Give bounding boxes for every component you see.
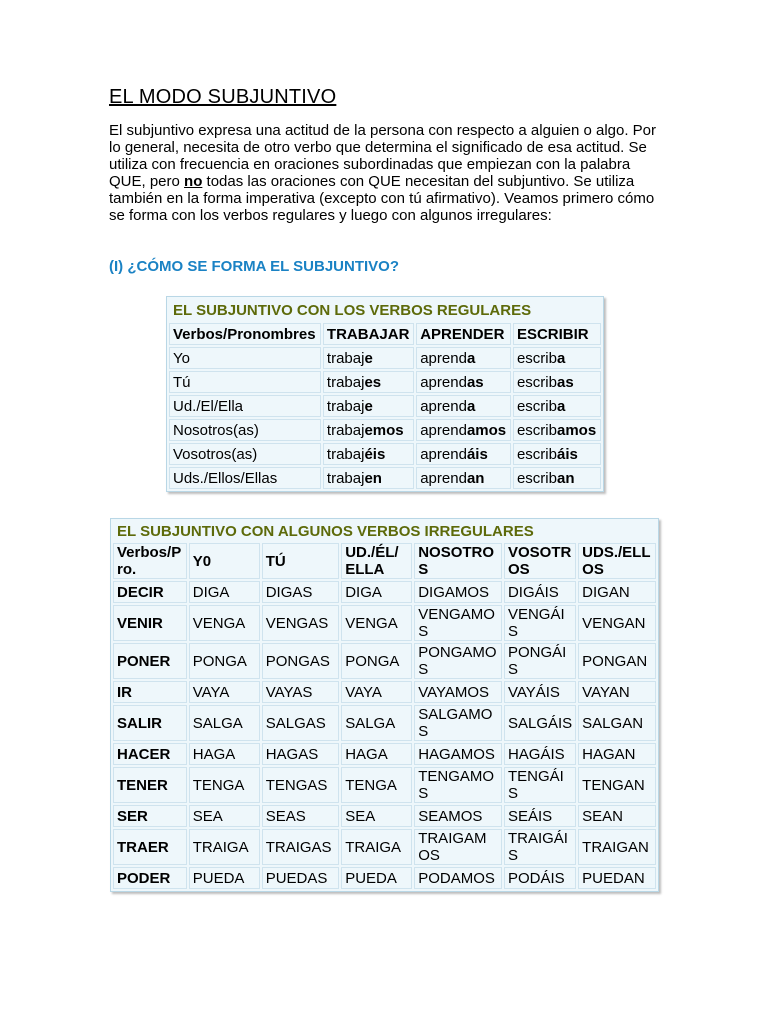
conjugation-cell: HAGA — [189, 743, 260, 765]
conjugation-cell: DIGÁIS — [504, 581, 576, 603]
conjugation-cell: TRAIGAM OS — [414, 829, 502, 865]
verb-cell: SER — [113, 805, 187, 827]
verb-ending: a — [466, 397, 476, 415]
conjugation-cell — [513, 347, 601, 369]
conjugation-cell: VAYÁIS — [504, 681, 576, 703]
pronoun-cell: Uds./Ellos/Ellas — [169, 467, 321, 489]
conjugation-cell: VENGA — [341, 605, 412, 641]
conjugation-cell — [323, 419, 414, 441]
verb-cell: DECIR — [113, 581, 187, 603]
conjugation-cell: SEA — [341, 805, 412, 827]
verb-stem: escrib — [516, 445, 557, 463]
pronoun-cell: Yo — [169, 347, 321, 369]
conjugation-cell: PUEDA — [189, 867, 260, 889]
verb-stem: aprend — [420, 349, 467, 367]
conjugation-cell: VAYAMOS — [414, 681, 502, 703]
conjugation-cell: TRAIGA — [189, 829, 260, 865]
table-row — [169, 347, 601, 369]
conjugation-cell: SEAMOS — [414, 805, 502, 827]
intro-emphasis: no — [184, 173, 203, 191]
conjugation-cell: PODAMOS — [414, 867, 502, 889]
column-header: APRENDER — [416, 323, 511, 345]
table-row — [169, 371, 601, 393]
pronoun-cell: Tú — [169, 371, 321, 393]
intro-paragraph — [109, 122, 669, 225]
verb-stem: escrib — [516, 469, 557, 487]
table-row — [113, 643, 656, 679]
table-row — [113, 867, 656, 889]
conjugation-cell: SEÁIS — [504, 805, 576, 827]
conjugation-cell — [416, 395, 511, 417]
verb-ending: as — [556, 373, 574, 391]
conjugation-cell: PONGÁI S — [504, 643, 576, 679]
table-row — [113, 743, 656, 765]
verb-ending: an — [466, 469, 485, 487]
verb-ending: en — [364, 469, 382, 487]
conjugation-cell: TENGÁI S — [504, 767, 576, 803]
verb-ending: as — [466, 373, 484, 391]
table-row — [169, 419, 601, 441]
conjugation-cell: TRAIGAN — [578, 829, 656, 865]
conjugation-cell — [513, 419, 601, 441]
conjugation-cell: HAGAS — [262, 743, 339, 765]
irregular-table-body — [113, 581, 656, 889]
table-row — [113, 581, 656, 603]
regular-table-body — [169, 347, 601, 489]
conjugation-cell: PONGA — [341, 643, 412, 679]
regular-verbs-table — [166, 296, 604, 492]
verb-stem: escrib — [516, 349, 557, 367]
conjugation-cell — [513, 395, 601, 417]
pronoun-cell: Nosotros(as) — [169, 419, 321, 441]
conjugation-cell — [513, 371, 601, 393]
conjugation-cell: SEAS — [262, 805, 339, 827]
verb-cell: SALIR — [113, 705, 187, 741]
column-header: Y0 — [189, 543, 260, 579]
verb-cell: VENIR — [113, 605, 187, 641]
table-row — [113, 829, 656, 865]
conjugation-cell: HAGAN — [578, 743, 656, 765]
conjugation-cell: VAYA — [341, 681, 412, 703]
verb-stem: trabaj — [326, 373, 365, 391]
conjugation-cell: SALGAMO S — [414, 705, 502, 741]
verb-ending: an — [556, 469, 575, 487]
pronoun-cell: Ud./El/Ella — [169, 395, 321, 417]
conjugation-cell: DIGA — [341, 581, 412, 603]
table-caption-row — [113, 521, 656, 541]
table-row — [113, 681, 656, 703]
conjugation-cell: DIGAS — [262, 581, 339, 603]
conjugation-cell: VENGAMO S — [414, 605, 502, 641]
verb-ending: éis — [364, 445, 386, 463]
conjugation-cell: TENGAN — [578, 767, 656, 803]
conjugation-cell: PONGA — [189, 643, 260, 679]
table-row — [113, 605, 656, 641]
conjugation-cell — [323, 371, 414, 393]
conjugation-cell — [323, 443, 414, 465]
conjugation-cell — [513, 467, 601, 489]
conjugation-cell: VENGAN — [578, 605, 656, 641]
conjugation-cell: DIGAMOS — [414, 581, 502, 603]
verb-ending: e — [364, 397, 373, 415]
conjugation-cell: PUEDAS — [262, 867, 339, 889]
column-header: UDS./ELL OS — [578, 543, 656, 579]
conjugation-cell — [513, 443, 601, 465]
conjugation-cell: VENGÁI S — [504, 605, 576, 641]
conjugation-cell: SALGÁIS — [504, 705, 576, 741]
verb-ending: áis — [466, 445, 488, 463]
table-row — [169, 467, 601, 489]
conjugation-cell — [416, 347, 511, 369]
column-header: Verbos/P ro. — [113, 543, 187, 579]
verb-stem: trabaj — [326, 421, 365, 439]
table-caption: EL SUBJUNTIVO CON ALGUNOS VERBOS IRREGULARES — [113, 521, 656, 541]
conjugation-cell: VAYAN — [578, 681, 656, 703]
verb-stem: escrib — [516, 397, 557, 415]
column-header: Verbos/Pronombres — [169, 323, 321, 345]
conjugation-cell: PUEDA — [341, 867, 412, 889]
column-header: ESCRIBIR — [513, 323, 601, 345]
verb-stem: escrib — [516, 373, 557, 391]
verb-cell: TRAER — [113, 829, 187, 865]
table-caption: EL SUBJUNTIVO CON LOS VERBOS REGULARES — [169, 299, 601, 321]
table-caption-row — [169, 299, 601, 321]
conjugation-cell — [323, 467, 414, 489]
column-header: UD./ÉL/ ELLA — [341, 543, 412, 579]
column-header: NOSOTRO S — [414, 543, 502, 579]
conjugation-cell: VAYA — [189, 681, 260, 703]
conjugation-cell: PONGAMO S — [414, 643, 502, 679]
verb-stem: escrib — [516, 421, 557, 439]
column-header: TÚ — [262, 543, 339, 579]
verb-cell: IR — [113, 681, 187, 703]
verb-cell: PONER — [113, 643, 187, 679]
conjugation-cell — [323, 347, 414, 369]
intro-text-before: El subjuntivo expresa una actitud de la persona con respecto a alguien o algo. Por lo general, necesita de otro verbo que determina el significado de esa actitud. Se utiliza con frecuencia en oraciones subordinadas que empiezan con la palabra QUE, pero — [109, 122, 657, 191]
verb-stem: aprend — [420, 469, 467, 487]
verb-stem: aprend — [420, 373, 467, 391]
conjugation-cell: HAGA — [341, 743, 412, 765]
conjugation-cell: SALGAS — [262, 705, 339, 741]
table-row — [169, 395, 601, 417]
verb-ending: a — [556, 349, 566, 367]
table-row — [113, 767, 656, 803]
conjugation-cell — [416, 443, 511, 465]
verb-stem: trabaj — [326, 397, 365, 415]
conjugation-cell: PUEDAN — [578, 867, 656, 889]
irregular-verbs-table — [110, 518, 659, 892]
page-title: EL MODO SUBJUNTIVO — [109, 86, 337, 108]
verb-cell: TENER — [113, 767, 187, 803]
verb-ending: amos — [556, 421, 597, 439]
pronoun-cell: Vosotros(as) — [169, 443, 321, 465]
verb-cell: HACER — [113, 743, 187, 765]
verb-ending: a — [466, 349, 476, 367]
conjugation-cell: HAGAMOS — [414, 743, 502, 765]
verb-ending: áis — [556, 445, 578, 463]
verb-stem: aprend — [420, 397, 467, 415]
conjugation-cell: DIGA — [189, 581, 260, 603]
verb-ending: e — [364, 349, 373, 367]
table-row — [113, 705, 656, 741]
conjugation-cell: VENGA — [189, 605, 260, 641]
conjugation-cell: TENGA — [189, 767, 260, 803]
conjugation-cell: PONGAS — [262, 643, 339, 679]
conjugation-cell: SALGAN — [578, 705, 656, 741]
conjugation-cell: VENGAS — [262, 605, 339, 641]
verb-stem: trabaj — [326, 445, 365, 463]
column-header: VOSOTR OS — [504, 543, 576, 579]
column-header: TRABAJAR — [323, 323, 414, 345]
conjugation-cell: HAGÁIS — [504, 743, 576, 765]
conjugation-cell: PODÁIS — [504, 867, 576, 889]
conjugation-cell: TRAIGAS — [262, 829, 339, 865]
table-row — [113, 805, 656, 827]
conjugation-cell — [323, 395, 414, 417]
verb-cell: PODER — [113, 867, 187, 889]
table-header-row — [113, 543, 656, 579]
conjugation-cell: VAYAS — [262, 681, 339, 703]
conjugation-cell: TENGAS — [262, 767, 339, 803]
section-heading: (I) ¿CÓMO SE FORMA EL SUBJUNTIVO? — [109, 258, 400, 275]
verb-stem: trabaj — [326, 469, 365, 487]
verb-stem: trabaj — [326, 349, 365, 367]
conjugation-cell: TENGA — [341, 767, 412, 803]
conjugation-cell: SEAN — [578, 805, 656, 827]
conjugation-cell — [416, 419, 511, 441]
intro-text-after: todas las oraciones con QUE necesitan del subjuntivo. Se utiliza también en la forma imperativa (excepto con tú afirmativo). Veamos primero cómo se forma con los verbos regulares y luego con algunos irregulares: — [109, 173, 655, 225]
conjugation-cell: SEA — [189, 805, 260, 827]
conjugation-cell: TENGAMO S — [414, 767, 502, 803]
conjugation-cell: TRAIGÁI S — [504, 829, 576, 865]
conjugation-cell: PONGAN — [578, 643, 656, 679]
verb-ending: amos — [466, 421, 507, 439]
conjugation-cell — [416, 371, 511, 393]
verb-stem: aprend — [420, 445, 467, 463]
conjugation-cell: TRAIGA — [341, 829, 412, 865]
verb-ending: emos — [364, 421, 404, 439]
conjugation-cell — [416, 467, 511, 489]
verb-ending: a — [556, 397, 566, 415]
verb-stem: aprend — [420, 421, 467, 439]
verb-ending: es — [364, 373, 382, 391]
conjugation-cell: SALGA — [341, 705, 412, 741]
table-header-row — [169, 323, 601, 345]
conjugation-cell: DIGAN — [578, 581, 656, 603]
conjugation-cell: SALGA — [189, 705, 260, 741]
table-row — [169, 443, 601, 465]
